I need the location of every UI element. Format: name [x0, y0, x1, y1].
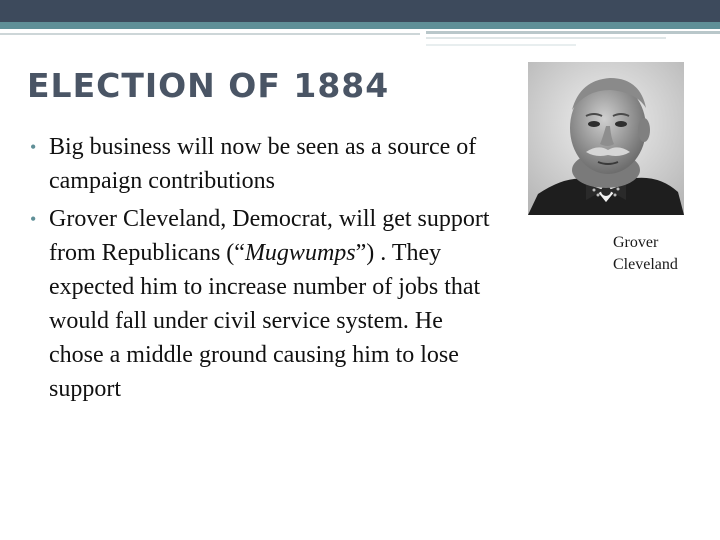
header-stripe [426, 31, 720, 34]
bullet-list [30, 130, 490, 410]
header-accent-band [0, 22, 720, 29]
bullet-text: ”) . They expected him to increase number of jobs that would fall under civil service system. He chose a middle ground causing him to lose support [49, 240, 481, 402]
portrait-illustration [528, 62, 684, 215]
portrait-caption [613, 232, 713, 276]
bullet-text: Grover Cleveland, Democrat, will get support from Republicans (“ [49, 206, 490, 266]
header-stripe [426, 37, 666, 39]
bullet-icon: • [30, 209, 37, 229]
header-stripe [426, 44, 576, 46]
slide-title: ELECTION OF 1884 [27, 66, 390, 105]
bullet-item [30, 202, 490, 406]
header-stripe [0, 33, 420, 35]
bullet-item [30, 130, 490, 198]
caption-line: Cleveland [613, 256, 678, 273]
caption-line: Grover [613, 234, 659, 251]
bullet-icon: • [30, 137, 37, 157]
header-band [0, 0, 720, 22]
bullet-text: Big business will now be seen as a source of campaign contributions [49, 134, 477, 194]
bullet-italic-term: Mugwumps [244, 240, 356, 266]
portrait-photo [528, 62, 684, 215]
